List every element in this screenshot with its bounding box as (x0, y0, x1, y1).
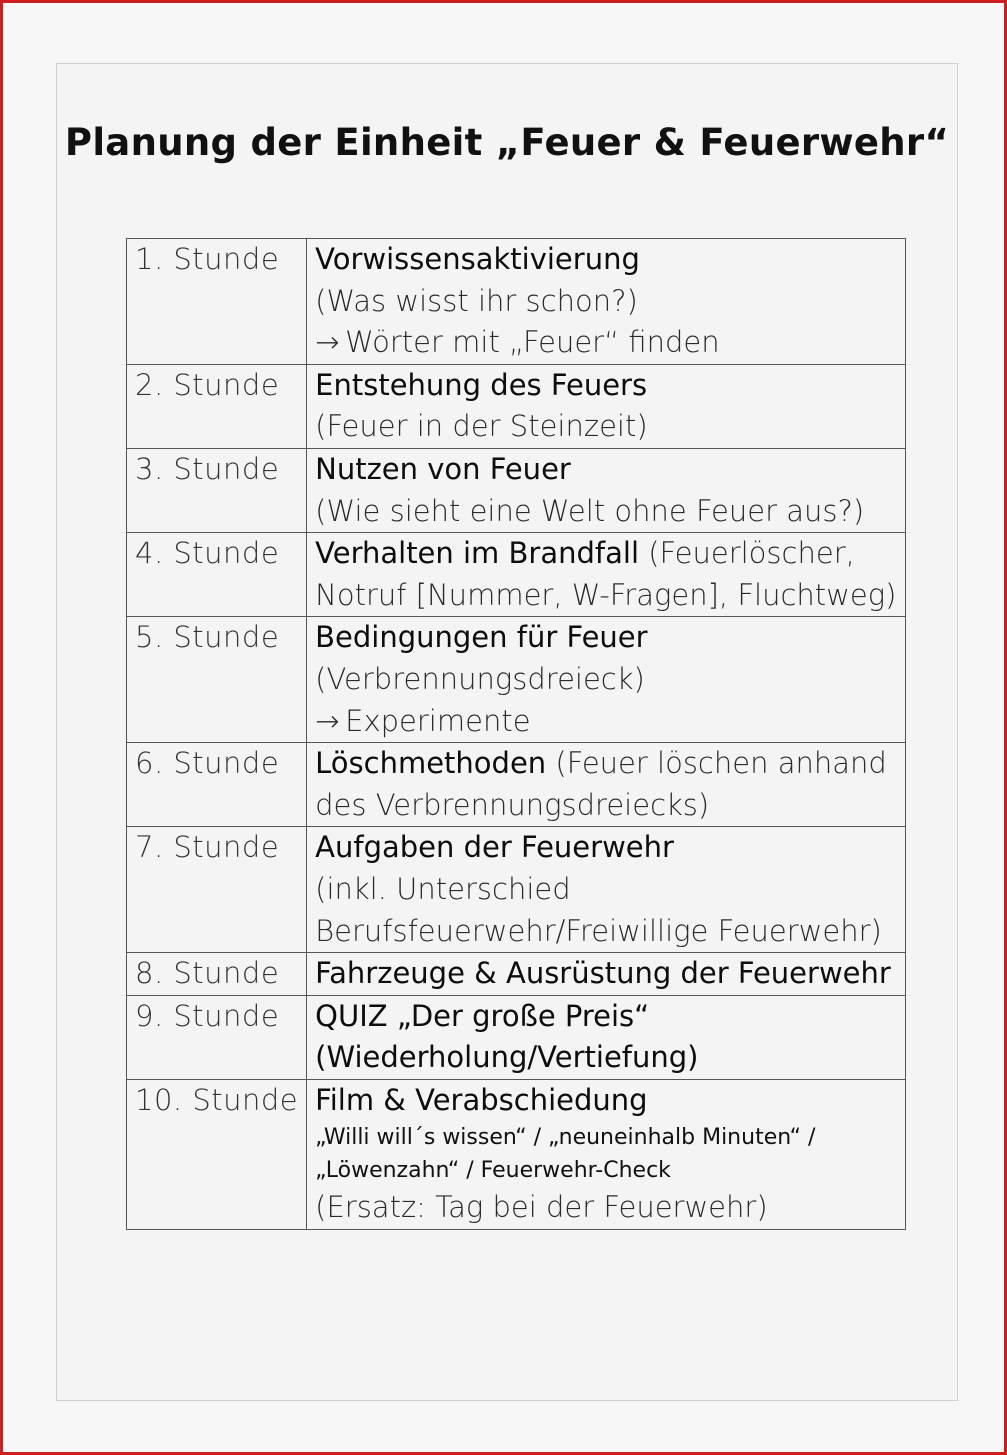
lesson-content (307, 995, 906, 1079)
lesson-number: 8. Stunde (127, 953, 307, 996)
lesson-note (315, 322, 897, 364)
lesson-topic: Vorwissensaktivierung (315, 242, 640, 276)
lesson-note: (Verbrennungsdreieck) (315, 661, 645, 696)
lesson-note: (Ersatz: Tag bei der Feuerwehr) (315, 1190, 768, 1225)
lesson-content (307, 533, 906, 617)
lesson-topic: Aufgaben der Feuerwehr (315, 830, 674, 865)
lesson-note: (inkl. Unterschied (315, 871, 571, 906)
lesson-note (315, 701, 897, 743)
table-row (127, 617, 906, 743)
table-row (127, 995, 906, 1079)
lesson-number: 2. Stunde (127, 364, 307, 448)
lesson-topic: QUIZ „Der große Preis“ (315, 998, 650, 1033)
worksheet (56, 63, 958, 1401)
lesson-topic: Verhalten im Brandfall (315, 536, 639, 571)
lesson-content (307, 239, 906, 365)
lesson-topic: Bedingungen für Feuer (315, 620, 648, 655)
lesson-topic: Fahrzeuge & Ausrüstung der Feuerwehr (315, 956, 891, 991)
lesson-content (307, 364, 906, 448)
lesson-topic: Nutzen von Feuer (315, 451, 571, 486)
lesson-note-text: Experimente (345, 703, 531, 738)
lesson-content (307, 1079, 906, 1229)
lesson-plan-table (126, 238, 906, 1230)
lesson-note: (Wie sieht eine Welt ohne Feuer aus?) (315, 493, 865, 528)
table-row (127, 953, 906, 996)
lesson-topic: Film & Verabschiedung (315, 1082, 648, 1117)
table-row (127, 1079, 906, 1229)
arrow-right-icon: → (315, 703, 340, 738)
lesson-content (307, 448, 906, 532)
lesson-note: (Was wisst ihr schon?) (315, 283, 638, 318)
lesson-number: 5. Stunde (127, 617, 307, 743)
lesson-note: (Feuer in der Steinzeit) (315, 409, 648, 444)
lesson-number: 1. Stunde (127, 239, 307, 365)
table-row (127, 743, 906, 827)
lesson-number: 3. Stunde (127, 448, 307, 532)
table-row (127, 448, 906, 532)
lesson-media-list: „Löwenzahn“ / Feuerwehr-Check (315, 1158, 671, 1184)
lesson-content (307, 953, 906, 996)
lesson-content (307, 617, 906, 743)
table-row (127, 827, 906, 953)
lesson-note: (Wiederholung/Vertiefung) (315, 1040, 699, 1075)
lesson-number: 4. Stunde (127, 533, 307, 617)
page-title: Planung der Einheit „Feuer & Feuerwehr“ (64, 121, 950, 164)
table-row (127, 533, 906, 617)
lesson-topic: Entstehung des Feuers (315, 367, 648, 402)
table-row (127, 364, 906, 448)
lesson-note: Notruf [Nummer, W-Fragen], Fluchtweg) (315, 577, 897, 612)
table-row (127, 239, 906, 365)
lesson-content (307, 743, 906, 827)
lesson-note: (Feuer löschen anhand (546, 746, 887, 781)
lesson-topic: Löschmethoden (315, 746, 547, 781)
lesson-number: 6. Stunde (127, 743, 307, 827)
lesson-media-list: „Willi will´s wissen“ / „neuneinhalb Minuten“ / (315, 1125, 816, 1151)
lesson-note: des Verbrennungsdreiecks) (315, 787, 710, 822)
lesson-content (307, 827, 906, 953)
lesson-note-text: Wörter mit „Feuer“ finden (345, 325, 720, 360)
lesson-note: (Feuerlöscher, (639, 536, 855, 571)
lesson-note: Berufsfeuerwehr/Freiwillige Feuerwehr) (315, 913, 882, 948)
arrow-right-icon: → (315, 325, 340, 360)
lesson-number: 9. Stunde (127, 995, 307, 1079)
lesson-number: 7. Stunde (127, 827, 307, 953)
lesson-number: 10. Stunde (127, 1079, 307, 1229)
